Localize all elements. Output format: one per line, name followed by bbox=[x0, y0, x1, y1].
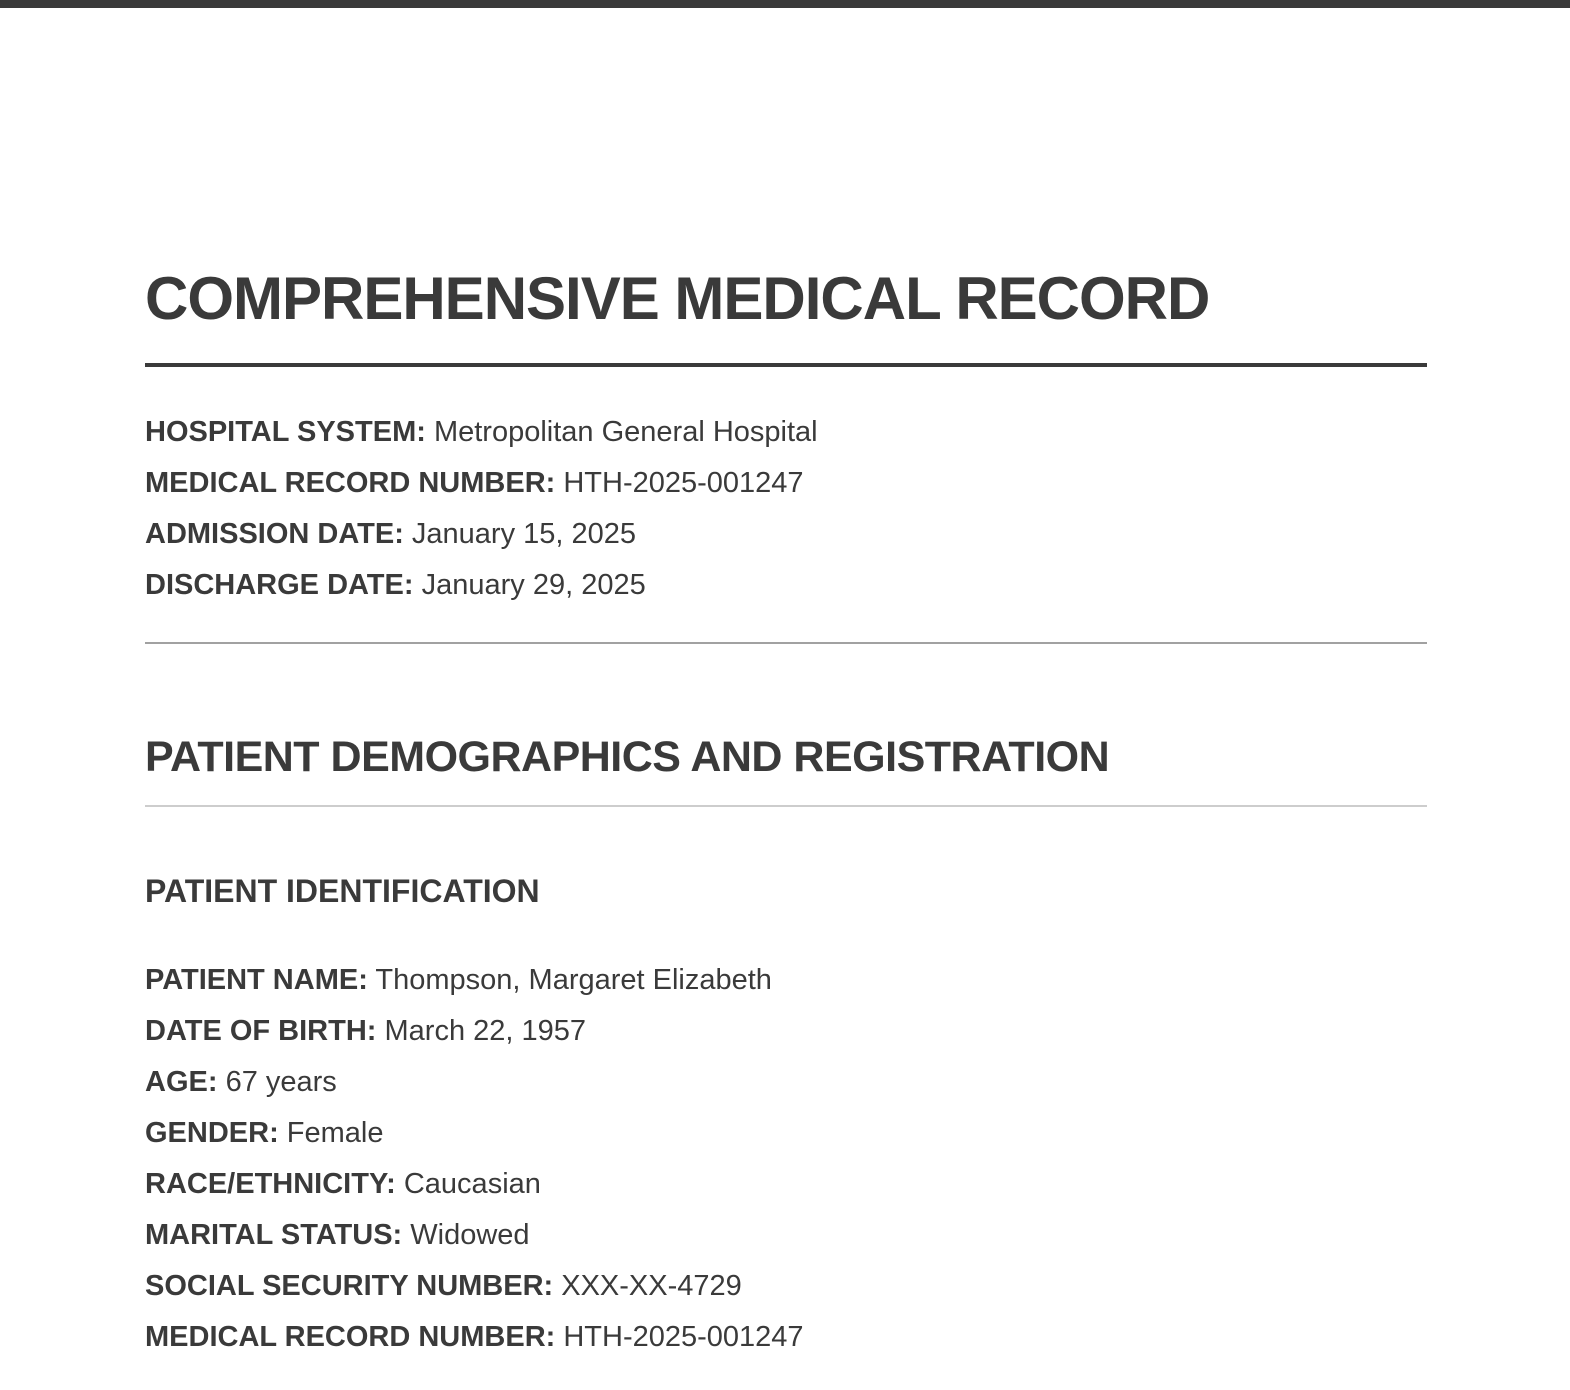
medical-record-document bbox=[0, 8, 1427, 1363]
field-row-discharge-date bbox=[145, 560, 1427, 611]
field-value: March 22, 1957 bbox=[384, 1014, 587, 1047]
field-label: DISCHARGE DATE: bbox=[145, 569, 414, 601]
document-title: COMPREHENSIVE MEDICAL RECORD bbox=[145, 264, 1427, 367]
field-label: ADMISSION DATE: bbox=[145, 518, 404, 550]
field-row-race-ethnicity bbox=[145, 1159, 1427, 1210]
field-row-medical-record-number-patient bbox=[145, 1312, 1427, 1363]
window-top-bar bbox=[0, 0, 1570, 8]
field-label: MEDICAL RECORD NUMBER: bbox=[145, 1320, 556, 1353]
field-label: SOCIAL SECURITY NUMBER: bbox=[145, 1269, 554, 1302]
field-row-social-security-number bbox=[145, 1261, 1427, 1312]
field-row-medical-record-number bbox=[145, 458, 1427, 509]
field-label: PATIENT NAME: bbox=[145, 963, 368, 996]
field-row-patient-name bbox=[145, 955, 1427, 1006]
field-row-age bbox=[145, 1057, 1427, 1108]
field-value: HTH-2025-001247 bbox=[563, 467, 804, 499]
field-value: Metropolitan General Hospital bbox=[433, 416, 818, 448]
field-row-gender bbox=[145, 1108, 1427, 1159]
field-label: GENDER: bbox=[145, 1116, 279, 1149]
patient-identification-fields bbox=[145, 955, 1427, 1363]
field-value: HTH-2025-001247 bbox=[563, 1320, 804, 1353]
field-value: Female bbox=[286, 1116, 384, 1149]
field-value: XXX-XX-4729 bbox=[561, 1269, 742, 1302]
field-value: January 15, 2025 bbox=[411, 518, 637, 550]
field-row-hospital-system bbox=[145, 407, 1427, 458]
field-value: Caucasian bbox=[403, 1167, 541, 1200]
field-value: Thompson, Margaret Elizabeth bbox=[375, 963, 772, 996]
record-header-fields bbox=[145, 407, 1427, 611]
section-divider bbox=[145, 642, 1427, 644]
field-label: MEDICAL RECORD NUMBER: bbox=[145, 467, 556, 499]
field-label: MARITAL STATUS: bbox=[145, 1218, 403, 1251]
field-value: 67 years bbox=[225, 1065, 337, 1098]
field-value: Widowed bbox=[410, 1218, 530, 1251]
field-label: DATE OF BIRTH: bbox=[145, 1014, 377, 1047]
section-heading-patient-demographics: PATIENT DEMOGRAPHICS AND REGISTRATION bbox=[145, 732, 1427, 807]
field-label: AGE: bbox=[145, 1065, 218, 1098]
field-label: HOSPITAL SYSTEM: bbox=[145, 416, 426, 448]
field-row-marital-status bbox=[145, 1210, 1427, 1261]
field-value: January 29, 2025 bbox=[421, 569, 646, 601]
field-row-date-of-birth bbox=[145, 1006, 1427, 1057]
field-label: RACE/ETHNICITY: bbox=[145, 1167, 396, 1200]
field-row-admission-date bbox=[145, 509, 1427, 560]
subsection-heading-patient-identification: PATIENT IDENTIFICATION bbox=[145, 872, 540, 909]
